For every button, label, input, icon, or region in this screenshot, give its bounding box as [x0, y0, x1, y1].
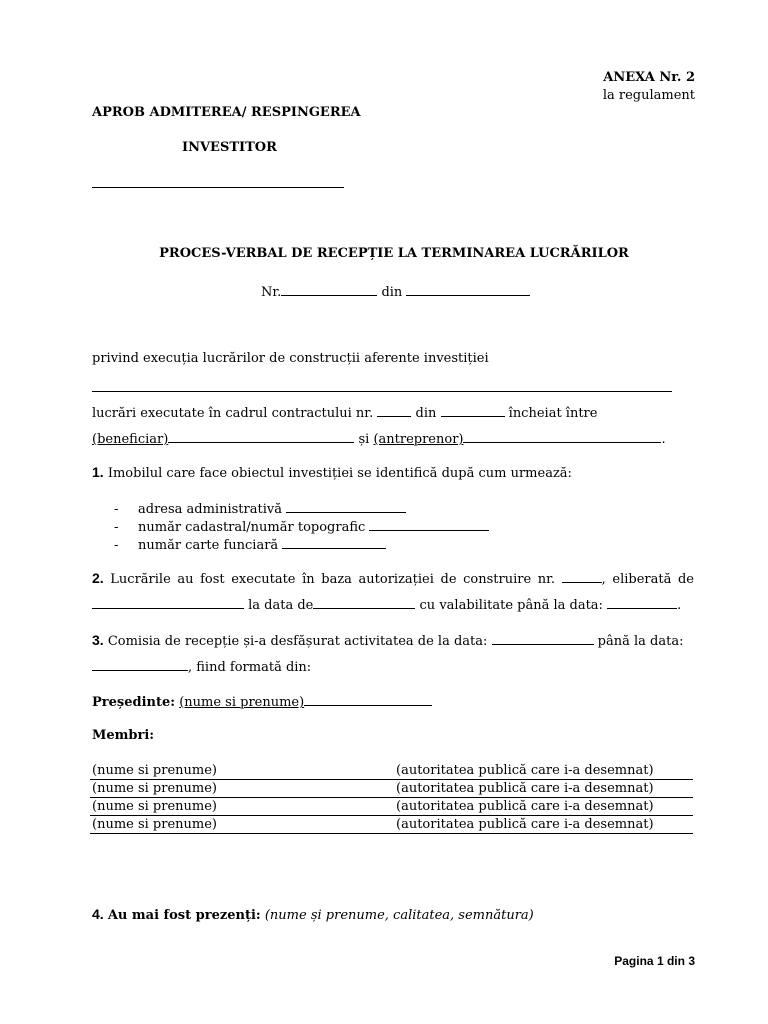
permit-number-field[interactable]: [562, 570, 602, 583]
list-item: [114, 536, 386, 553]
contract-din-label: din: [415, 406, 437, 421]
section-4-number: 4.: [92, 906, 104, 922]
contractor-field[interactable]: [463, 430, 661, 443]
date-field[interactable]: [406, 283, 530, 296]
member-authority[interactable]: (autoritatea publică care i-a desemnat): [394, 762, 693, 780]
section-4-italic: (nume și prenume, calitatea, semnătura): [264, 908, 534, 923]
cadastral-label: număr cadastral/număr topografic: [138, 520, 366, 535]
president-field[interactable]: [304, 693, 432, 706]
president-label: Președinte:: [92, 695, 176, 710]
member-authority[interactable]: (autoritatea publică care i-a desemnat): [394, 798, 693, 816]
commission-end-field[interactable]: [92, 658, 188, 671]
member-authority[interactable]: (autoritatea publică care i-a desemnat): [394, 816, 693, 834]
issued-by-label: , eliberată de: [601, 572, 694, 587]
section-3-number: 3.: [92, 632, 104, 648]
section-2-text: Lucrările au fost executate în baza autorizației de construire nr.: [110, 572, 556, 587]
beneficiary-label: (beneficiar): [92, 432, 169, 447]
section-3-line-1: [92, 632, 683, 649]
contract-date-field[interactable]: [441, 404, 505, 417]
list-dash: -: [114, 538, 119, 553]
section-1-heading: [92, 464, 572, 481]
member-name[interactable]: (nume si prenume): [90, 798, 394, 816]
section-1-number: 1.: [92, 464, 104, 480]
section-3-text: Comisia de recepție și-a desfășurat activitatea de la data:: [107, 634, 488, 649]
table-row: [90, 762, 693, 780]
parties-line: [92, 430, 666, 447]
table-row: [90, 780, 693, 798]
section-4-line: [92, 906, 534, 923]
member-authority[interactable]: (autoritatea publică care i-a desemnat): [394, 780, 693, 798]
member-name[interactable]: (nume si prenume): [90, 816, 394, 834]
parties-end-dot: .: [661, 432, 666, 447]
approval-heading: APROB ADMITEREA/ RESPINGEREA: [92, 105, 361, 120]
members-table: [90, 762, 693, 834]
members-label: Membri:: [92, 728, 155, 743]
section-2-number: 2.: [92, 570, 104, 586]
issuer-field[interactable]: [92, 596, 244, 609]
contractor-label: (antreprenor): [373, 432, 464, 447]
page-current: 1: [656, 954, 664, 968]
section-3-line-2: [92, 658, 311, 675]
intro-line: privind execuția lucrărilor de construcții aferente investiției: [92, 351, 489, 366]
commission-start-field[interactable]: [492, 632, 594, 645]
address-label: adresa administrativă: [138, 502, 282, 517]
investment-name-line[interactable]: [92, 391, 672, 392]
contract-number-field[interactable]: [377, 404, 411, 417]
section-4-text: Au mai fost prezenți:: [107, 908, 261, 923]
cadastral-field[interactable]: [369, 518, 489, 531]
beneficiary-field[interactable]: [168, 430, 354, 443]
page-total: 3: [688, 954, 695, 968]
validity-date-field[interactable]: [607, 596, 677, 609]
document-number-line: [261, 283, 530, 300]
section-2-line-1: [92, 570, 694, 587]
table-row: [90, 798, 693, 816]
member-name[interactable]: (nume si prenume): [90, 762, 394, 780]
president-line: [92, 693, 432, 710]
and-label: și: [358, 432, 370, 447]
president-placeholder: (nume si prenume): [179, 695, 305, 710]
land-book-field[interactable]: [282, 536, 386, 549]
commission-until-label: până la data:: [597, 634, 684, 649]
table-row: [90, 816, 693, 834]
list-item: [114, 518, 489, 535]
validity-label: cu valabilitate până la data:: [419, 598, 603, 613]
nr-field[interactable]: [281, 283, 377, 296]
section-2-line-2: [92, 596, 681, 613]
page-of-label: din: [666, 954, 685, 968]
issue-date-field[interactable]: [313, 596, 415, 609]
contract-line: [92, 404, 597, 421]
list-item: [114, 500, 406, 517]
investor-label: INVESTITOR: [182, 140, 277, 155]
list-dash: -: [114, 520, 119, 535]
section-1-text: Imobilul care face obiectul investiției se identifică după cum urmează:: [107, 466, 572, 481]
nr-label: Nr.: [261, 285, 282, 300]
contract-prefix: lucrări executate în cadrul contractului nr.: [92, 406, 374, 421]
issue-date-label: la data de: [248, 598, 314, 613]
annex-number: ANEXA Nr. 2: [603, 70, 695, 85]
section-2-end-dot: .: [677, 598, 682, 613]
list-dash: -: [114, 502, 119, 517]
din-label: din: [381, 285, 403, 300]
page-label: Pagina: [614, 954, 654, 968]
investor-signature-line[interactable]: [92, 187, 344, 188]
annex-subtitle: la regulament: [602, 88, 695, 103]
member-name[interactable]: (nume si prenume): [90, 780, 394, 798]
document-title: PROCES-VERBAL DE RECEPȚIE LA TERMINAREA LUCRĂRILOR: [159, 246, 629, 261]
commission-formed-label: , fiind formată din:: [188, 660, 312, 675]
page-indicator: [614, 954, 695, 968]
contract-suffix: încheiat între: [508, 406, 598, 421]
address-field[interactable]: [286, 500, 406, 513]
land-book-label: număr carte funciară: [138, 538, 279, 553]
